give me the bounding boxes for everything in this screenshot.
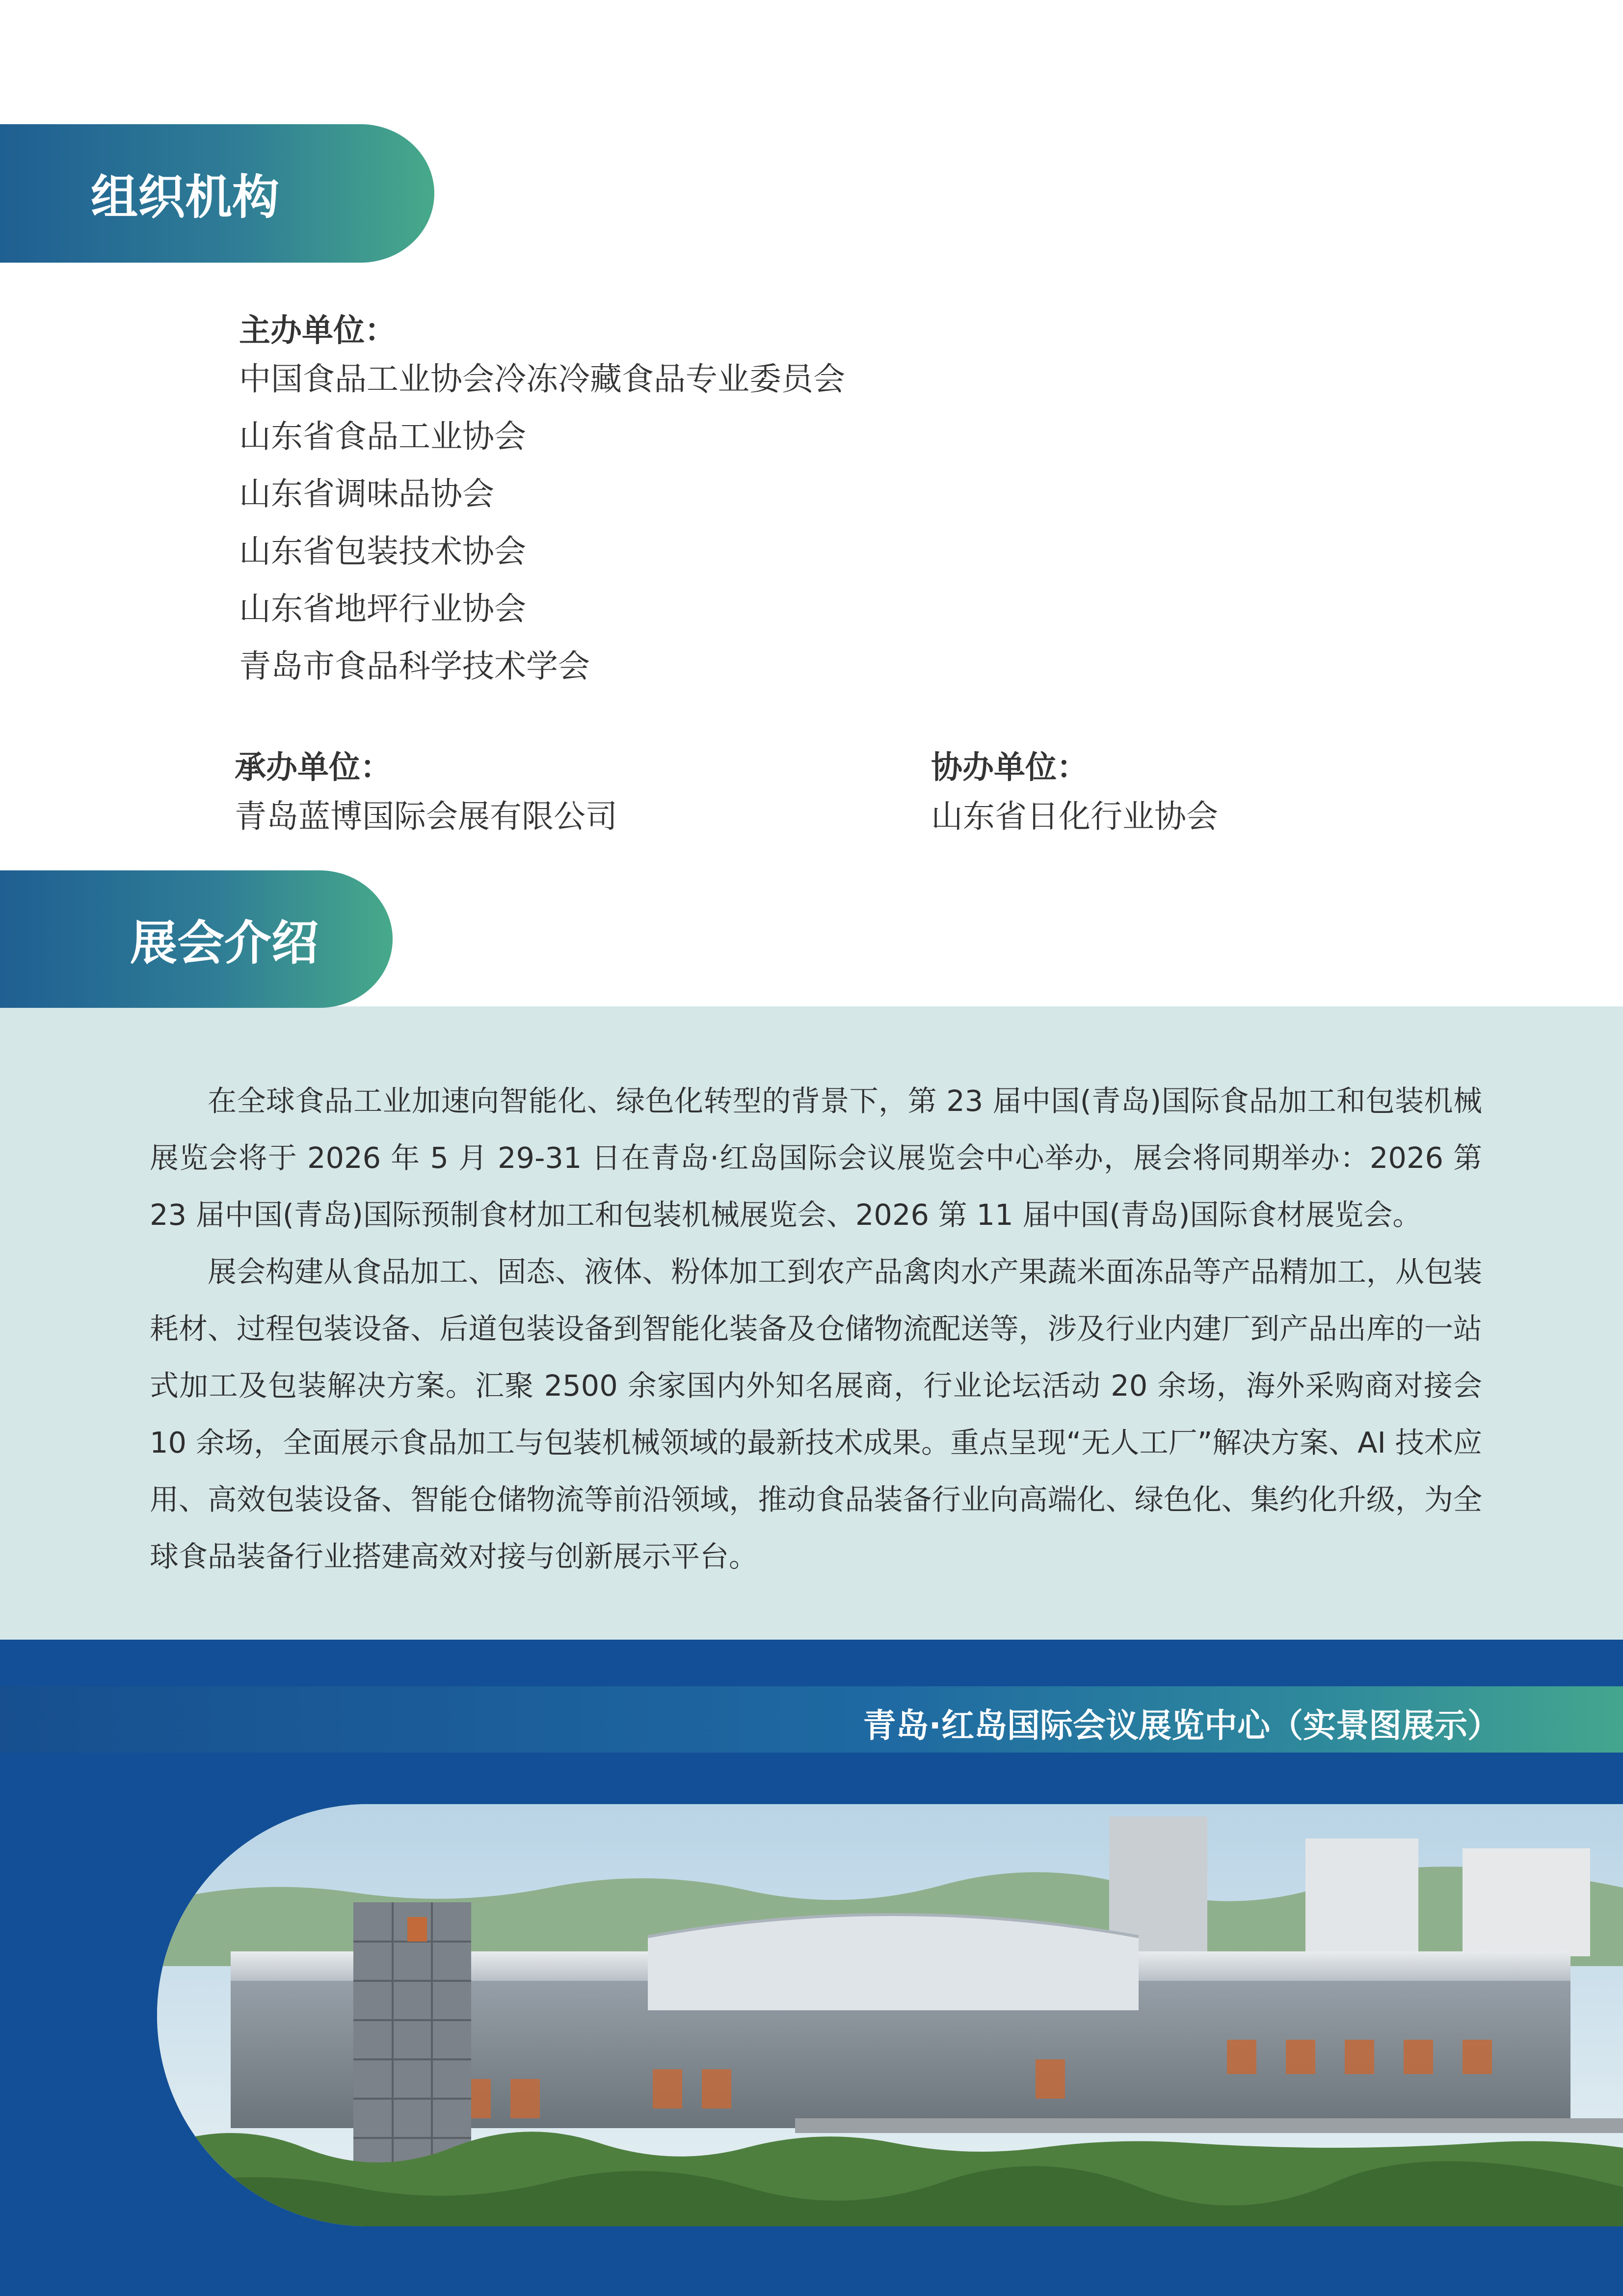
introduction-heading-tab: [0, 870, 393, 1008]
introduction-paragraph: 展会构建从食品加工、固态、液体、粉体加工到农产品禽肉水产果蔬米面冻品等产品精加工，从包装耗材、过程包装设备、后道包装设备到智能化装备及仓储物流配送等，涉及行业内建厂到产品出库的一站式加工及包装解决方案。汇聚 2500 余家国内外知名展商，行业论坛活动 20 余场，海外采购商对接会 10 余场，全面展示食品加工与包装机械领域的最新技术成果。重点呈现“无人工厂”解决方案、AI 技术应用、高效包装设备、智能仓储物流等前沿领域，推动食品装备行业向高端化、绿色化、集约化升级，为全球食品装备行业搭建高效对接与创新展示平台。: [150, 1255, 1482, 1573]
introduction-body: [150, 1073, 1482, 1585]
host-item: 山东省包装技术协会: [239, 533, 527, 570]
organization-heading-tab: [0, 124, 434, 263]
venue-rendering-illustration: [157, 1804, 1623, 2226]
co-organizer-name: 山东省日化行业协会: [931, 798, 1219, 835]
host-item: 山东省地坪行业协会: [239, 591, 527, 627]
venue-photo: [157, 1804, 1623, 2226]
host-item: 青岛市食品科学技术学会: [239, 648, 590, 685]
host-item: 山东省调味品协会: [239, 476, 495, 513]
co-organizer-label: 协办单位：: [931, 750, 1088, 786]
venue-caption: 青岛·红岛国际会议展览中心（实景图展示）: [863, 1706, 1500, 1745]
host-item: 中国食品工业协会冷冻冷藏食品专业委员会: [239, 361, 846, 398]
host-label: 主办单位：: [239, 313, 396, 349]
introduction-heading: 展会介绍: [130, 915, 319, 971]
organization-heading: 组织机构: [91, 169, 279, 225]
host-item: 山东省食品工业协会: [239, 418, 527, 455]
introduction-paragraph: 在全球食品工业加速向智能化、绿色化转型的背景下，第 23 届中国(青岛)国际食品加工和包装机械展览会将于 2026 年 5 月 29-31 日在青岛·红岛国际会议展览会中心举办，展会将同期举办：2026 第 23 届中国(青岛)国际预制食材加工和包装机械展览会、2026 第 11 届中国(青岛)国际食材展览会。: [150, 1084, 1482, 1232]
organizer-name: 青岛蓝博国际会展有限公司: [235, 798, 618, 835]
organizer-label: 承办单位：: [235, 750, 392, 786]
